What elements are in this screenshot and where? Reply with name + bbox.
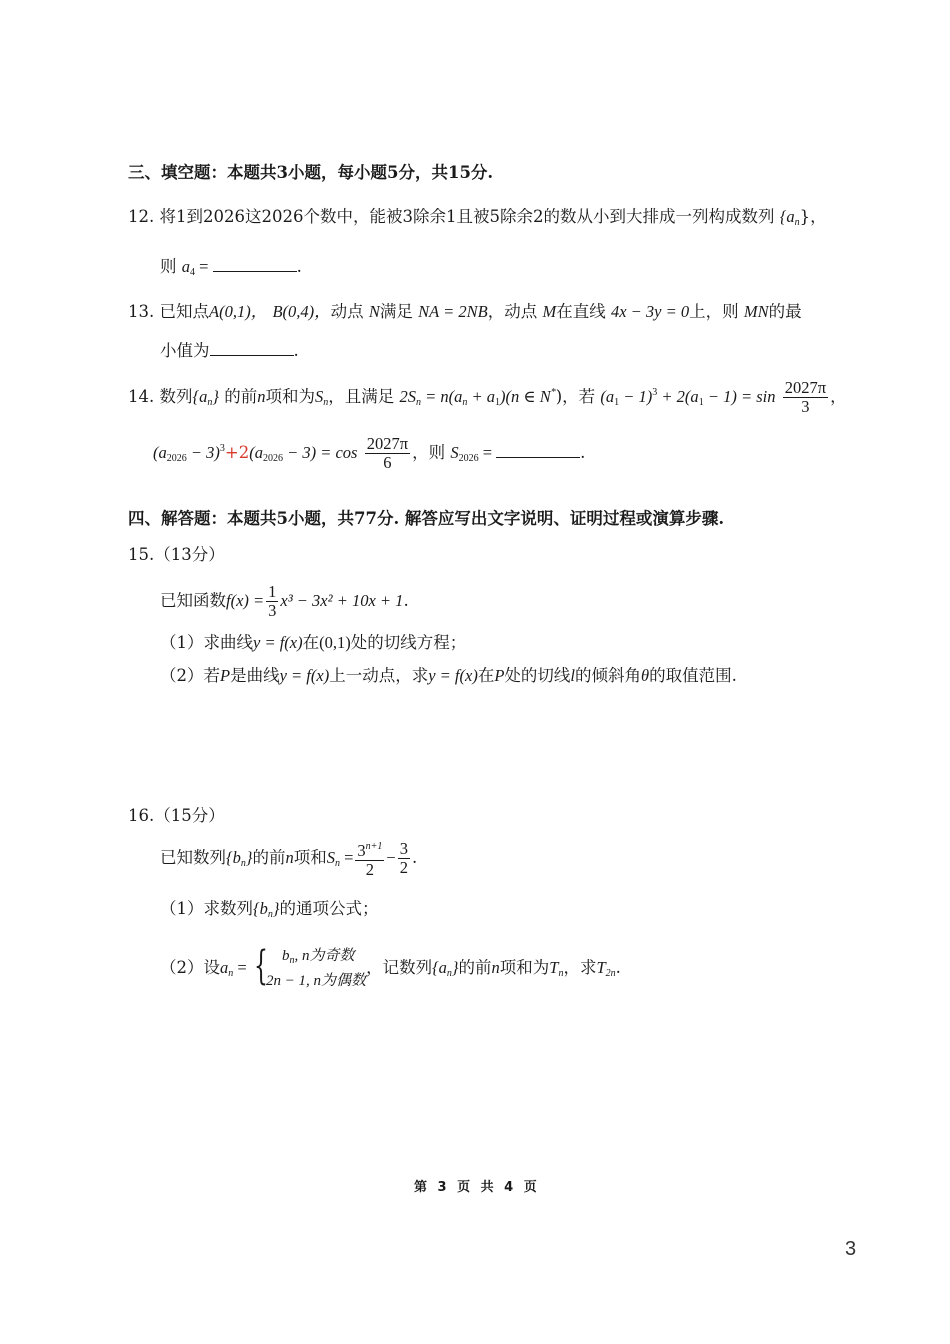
question-13-line-1: 13. 已知点A(0,1)， B(0,4)，动点 N满足 NA = 2NB，动点 M在直线 4x − 3y = 0上，则 MN的最 [128, 302, 802, 321]
section-3-heading: 三、填空题：本题共3小题，每小题5分，共15分. [128, 163, 494, 182]
question-13-line-2: 小值为 . [160, 341, 299, 360]
answer-blank [213, 257, 297, 272]
piecewise-definition: { $b_n$, n为奇数 2n − 1, n为偶数 [253, 943, 367, 989]
question-14-line-2: $(a_{2026} - 3)^3+2(a_{2026} - 3) = \cos$ $\frac{2027\pi}{6}$ ，则 $S_{2026}$ = . [153, 434, 586, 472]
question-number: 13. [128, 302, 155, 321]
answer-blank [496, 443, 580, 458]
section-4-heading: 四、解答题：本题共5小题，共77分. 解答应写出文字说明、证明过程或演算步骤. [128, 509, 725, 528]
question-12-line-1: 12. 将1到2026这2026个数中，能被3除余1且被5除余2的数从小到大排成一列构成数列 $\{a_n\}$， [128, 207, 827, 228]
question-15-header: 15.（13分） [128, 545, 225, 564]
question-16-intro: 已知数列$\{b_n\}$的前n项和$S_n$ = $\frac{3^{n+1}}{2}$ − $\frac{3}{2}$ . [160, 839, 418, 879]
question-15-part-1: （1）求曲线y = f(x)在(0,1)处的切线方程； [160, 633, 467, 652]
answer-blank [210, 341, 294, 356]
question-number: 14. [128, 387, 155, 406]
question-16-part-2: （2）设$a_n$ = { $b_n$, n为奇数 2n − 1, n为偶数 ，记数列$\{a_n\}$的前n项和为$T_n$，求$T_{2n}$. [160, 943, 621, 989]
question-15-intro: 已知函数f(x) = $\frac{1}{3}$ x³ − 3x² + 10x + 1. [160, 582, 409, 620]
page-corner-number: 3 [845, 1238, 857, 1260]
question-15-part-2: （2）若P是曲线y = f(x)上一动点，求y = f(x)在P处的切线l的倾斜角θ的取值范围. [160, 666, 737, 685]
question-16-part-1: （1）求数列$\{b_n\}$的通项公式； [160, 899, 379, 920]
question-number: 12. [128, 207, 155, 226]
page-footer: 第 3 页 共 4 页 [414, 1180, 540, 1195]
handwritten-mark: +2 [224, 443, 250, 462]
question-16-header: 16.（15分） [128, 806, 225, 825]
question-12-line-2: 则 $a_4$ = . [160, 257, 302, 278]
question-14-line-1: 14. 数列$\{a_n\}$ 的前n项和为$S_n$，且满足 $2S_n = n(a_n + a_1)(n$ ∈ N*)，若 $(a_1 - 1)^3 + 2(a_1 - 1) = \sin$ $\frac{2027\pi}{3}$ ， [128, 378, 847, 416]
